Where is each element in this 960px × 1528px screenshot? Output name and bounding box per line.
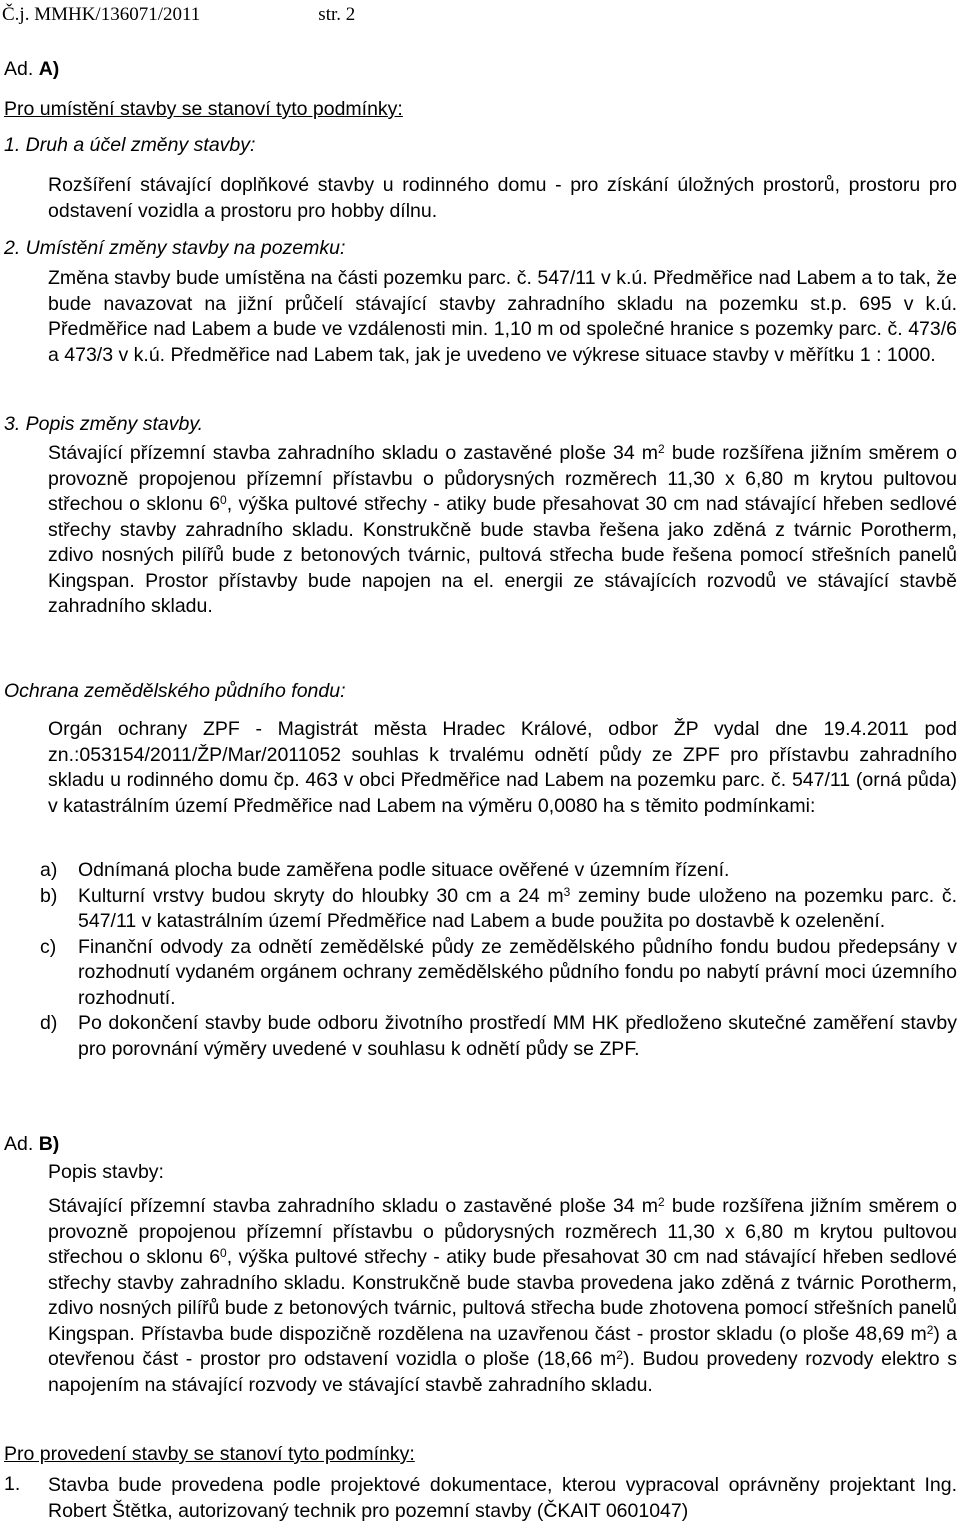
section-b-item-1-text: Stavba bude provedena podle projektové dokumentace, kterou vypracoval oprávněny projektant Ing. Robert Štětka, autorizovaný technik pro pozemní stavby (ČKAIT 0601047) — [48, 1474, 957, 1522]
section-b-popis-heading: Popis stavby: — [48, 1161, 164, 1183]
item-2-heading: 2. Umístění změny stavby na pozemku: — [4, 237, 346, 259]
item-1-text: Rozšíření stávající doplňkové stavby u rodinného domu - pro získání úložných prostorů, prostoru pro odstavení vozidla a prostoru pro hobby dílnu. — [48, 174, 957, 222]
list-item: c) Finanční odvody za odnětí zemědělské půdy ze zemědělského půdního fondu budou předepsány v rozhodnutí vydaném orgánem ochrany zemědělského půdního fondu po nabytí právní moci územního rozhodnutí. — [40, 935, 957, 1009]
page-header — [2, 4, 355, 26]
section-a-title: Ad. A) — [4, 58, 60, 80]
list-item: d) Po dokončení stavby bude odboru životního prostředí MM HK předloženo skutečné zaměření stavby pro porovnání výměry uvedené v souhlasu k odnětí půdy se ZPF. — [40, 1012, 957, 1060]
section-a-conditions-heading: Pro umístění stavby se stanoví tyto podmínky: — [4, 98, 403, 120]
item-3-heading: 3. Popis změny stavby. — [4, 413, 204, 435]
zpf-intro: Orgán ochrany ZPF - Magistrát města Hradec Králové, odbor ŽP vydal dne 19.4.2011 pod zn.:053154/2011/ŽP/Mar/2011052 souhlas k trvalému odnětí půdy ze ZPF pro přístavbu zahradního skladu u rodinného domu čp. 463 v obci Předměřice nad Labem na pozemku parc. č. 547/11 (orná půda) v katastrálním území Předměřice nad Labem na výměru 0,0080 ha s těmito podmínkami: — [48, 718, 957, 817]
zpf-heading: Ochrana zemědělského půdního fondu: — [4, 680, 346, 702]
page-number: str. 2 — [318, 4, 356, 25]
item-2-text: Změna stavby bude umístěna na části pozemku parc. č. 547/11 v k.ú. Předměřice nad Labem a to tak, že bude navazovat na jižní průčelí stávající stavby zahradního skladu na pozemku st.p. 695 v k.ú. Předměřice nad Labem a bude ve vzdálenosti min. 1,10 m od společné hranice s pozemky parc. č. 473/6 a 473/3 v k.ú. Předměřice nad Labem tak, jak je uvedeno ve výkrese situace stavby v měřítku 1 : 1000. — [48, 267, 957, 366]
zpf-conditions-list — [40, 858, 957, 1062]
item-3-text: Stávající přízemní stavba zahradního skladu o zastavěné ploše 34 $m^2$ bude rozšířena jižním směrem o provozně propojenou přízemní přístavbu o půdorysných rozměrech 11,30 x 6,80 m krytou pultovou střechou o sklonu $6^0$, výška pultové střechy - atiky bude přesahovat 30 cm nad stávající hřeben sedlové střechy stavby zahradního skladu. Konstrukčně bude stavba řešena jako zděná z tvárnic Porotherm, zdivo nosných pilířů bude z betonových tvárnic, pultová střecha bude řešena pomocí střešních panelů Kingspan. Prostor přístavby bude napojen na el. energii ze stávajících rozvodů ve stávající stavbě zahradního skladu. — [48, 442, 957, 617]
item-1-heading: 1. Druh a účel změny stavby: — [4, 134, 256, 156]
document-reference: Č.j. MMHK/136071/2011 — [2, 4, 201, 25]
list-item: b) Kulturní vrstvy budou skryty do hloubky 30 cm a 24 $m^3$ zeminy bude uloženo na pozemku parc. č. 547/11 v katastrálním území Předměřice nad Labem a bude použita po dostavbě k ozelenění. — [40, 884, 957, 932]
section-b-conditions-heading: Pro provedení stavby se stanoví tyto podmínky: — [4, 1443, 415, 1465]
list-item: a) Odnímaná plocha bude zaměřena podle situace ověřené v územním řízení. — [40, 859, 730, 881]
section-b-item-1-number: 1. — [4, 1473, 21, 1495]
section-b-title: Ad. B) — [4, 1133, 60, 1155]
section-b-description: Stávající přízemní stavba zahradního skladu o zastavěné ploše 34 $m^2$ bude rozšířena jižním směrem o provozně propojenou přízemní přístavbu o půdorysných rozměrech 11,30 x 6,80 m krytou pultovou střechou o sklonu $6^0$, výška pultové střechy - atiky bude přesahovat 30 cm nad stávající hřeben sedlové střechy stavby zahradního skladu. Konstrukčně bude stavba provedena jako zděná z tvárnic Porotherm, zdivo nosných pilířů bude z betonových tvárnic, pultová střecha bude zhotovena pomocí střešních panelů Kingspan. Přístavba bude dispozičně rozdělena na uzavřenou část - prostor skladu (o ploše 48,69 $m^2$) a otevřenou část - prostor pro odstavení vozidla o ploše (18,66 $m^2$). Budou provedeny rozvody elektro s napojením na stávající rozvody ve stávající stavbě zahradního skladu. — [48, 1195, 957, 1396]
